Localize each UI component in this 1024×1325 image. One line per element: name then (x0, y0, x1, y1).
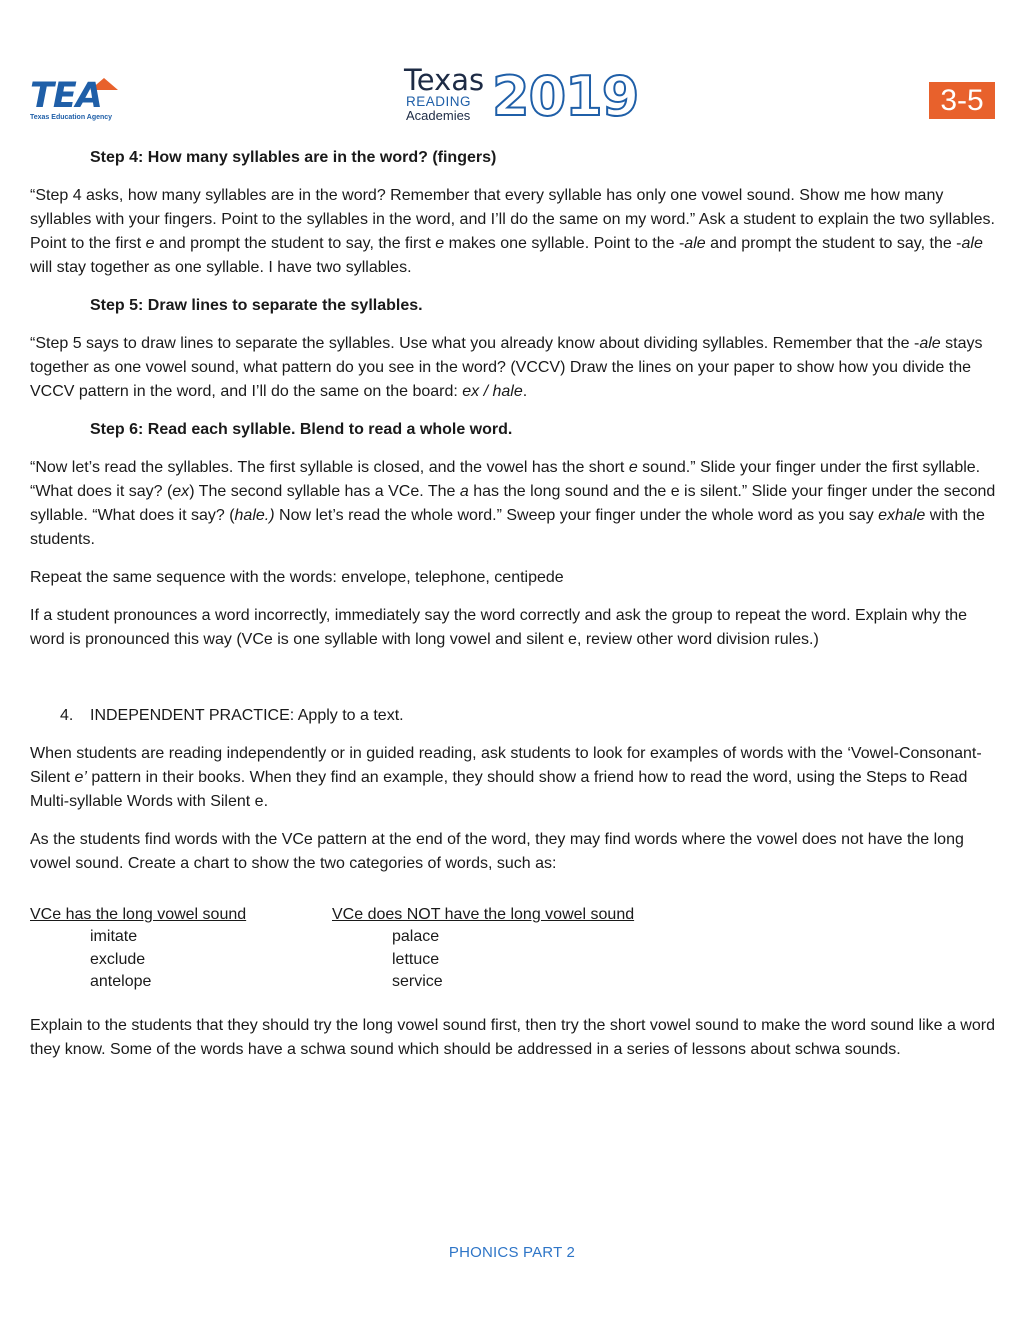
section4-heading (30, 704, 998, 728)
step4-paragraph: “Step 4 asks, how many syllables are in the word? Remember that every syllable has only one vowel sound. Show me how many syllables with your fingers. Point to the syllables in the word, and I’ll do the same on my word.” Ask a student to explain the two syllables. Point to the first e and prompt the student to say, the first e makes one syllable. Point to the -ale and prompt the student to say, the -ale will stay together as one syllable. I have two syllables. (30, 187, 995, 276)
not-long-vowel-column-header: VCe does NOT have the long vowel sound (332, 906, 635, 923)
step6-heading: Step 6: Read each syllable. Blend to read a whole word. (90, 421, 513, 438)
tea-logo (30, 78, 130, 126)
long-vowel-column (30, 904, 246, 994)
tea-logo-word: TEA (30, 76, 102, 116)
list-item: lettuce (392, 950, 440, 968)
list-item: imitate (90, 928, 138, 945)
word-category-table (30, 904, 998, 994)
list-item: service (392, 973, 443, 990)
not-long-vowel-column (332, 904, 634, 994)
independent-practice-paragraph: When students are reading independently or in guided reading, ask students to look for examples of words with the ‘Vowel-Consonant-Silent e’ pattern in their books. When they find an example, they should show a friend how to read the word, using the Steps to Read Multi-syllable Words with Silent e. (30, 745, 982, 810)
section4-label: INDEPENDENT PRACTICE: Apply to a text. (90, 707, 404, 724)
repeat-paragraph: Repeat the same sequence with the words: envelope, telephone, centipede (30, 569, 564, 586)
document-body (30, 146, 998, 1062)
list-item: palace (392, 928, 440, 945)
step6-paragraph: “Now let’s read the syllables. The first syllable is closed, and the vowel has the short e sound.” Slide your finger under the first syllable. “What does it say? (ex) The second syllable has a VCe. The a has the long sound and the e is silent.” Slide your finger under the second syllable. “What does it say? (hale.) Now let’s read the whole word.” Sweep your finger under the whole word as you say exhale with the students. (30, 459, 996, 548)
tra-logo-year: 2019 (492, 65, 639, 128)
page-header (0, 0, 1024, 140)
tra-logo-texas: Texas (404, 63, 485, 97)
incorrect-pronunciation-paragraph: If a student pronounces a word incorrectly, immediately say the word correctly and ask the group to repeat the word. Explain why the word is pronounced this way (VCe is one syllable with long vowel and silent e, review other word division rules.) (30, 607, 968, 648)
page-footer: PHONICS PART 2 (448, 1244, 576, 1261)
long-vowel-column-header: VCe has the long vowel sound (30, 906, 247, 923)
section4-number: 4. (60, 707, 74, 724)
step4-heading: Step 4: How many syllables are in the word? (fingers) (90, 149, 497, 166)
list-item: exclude (90, 950, 146, 968)
grade-badge: 3-5 (929, 82, 995, 119)
chart-intro-paragraph: As the students find words with the VCe pattern at the end of the word, they may find words where the vowel does not have the long vowel sound. Create a chart to show the two categories of words, such as: (30, 831, 964, 872)
tea-logo-subtitle: Texas Education Agency (30, 114, 113, 121)
tra-logo-academies: Academies (406, 108, 471, 123)
texas-reading-academies-logo (404, 63, 644, 128)
step5-paragraph: “Step 5 says to draw lines to separate the syllables. Use what you already know about dividing syllables. Remember that the -ale stays together as one vowel sound, what pattern do you see in the word? (VCCV) Draw the lines on your paper to show how you divide the VCCV pattern in the word, and I’ll do the same on the board: ex / hale. (30, 335, 983, 400)
step5-heading: Step 5: Draw lines to separate the syllables. (90, 297, 423, 314)
tra-logo-reading: READING (406, 94, 472, 109)
list-item: antelope (90, 973, 152, 990)
explain-paragraph: Explain to the students that they should try the long vowel sound first, then try the short vowel sound to make the word sound like a word they know. Some of the words have a schwa sound which should be addressed in a series of lessons about schwa sounds. (30, 1017, 995, 1058)
